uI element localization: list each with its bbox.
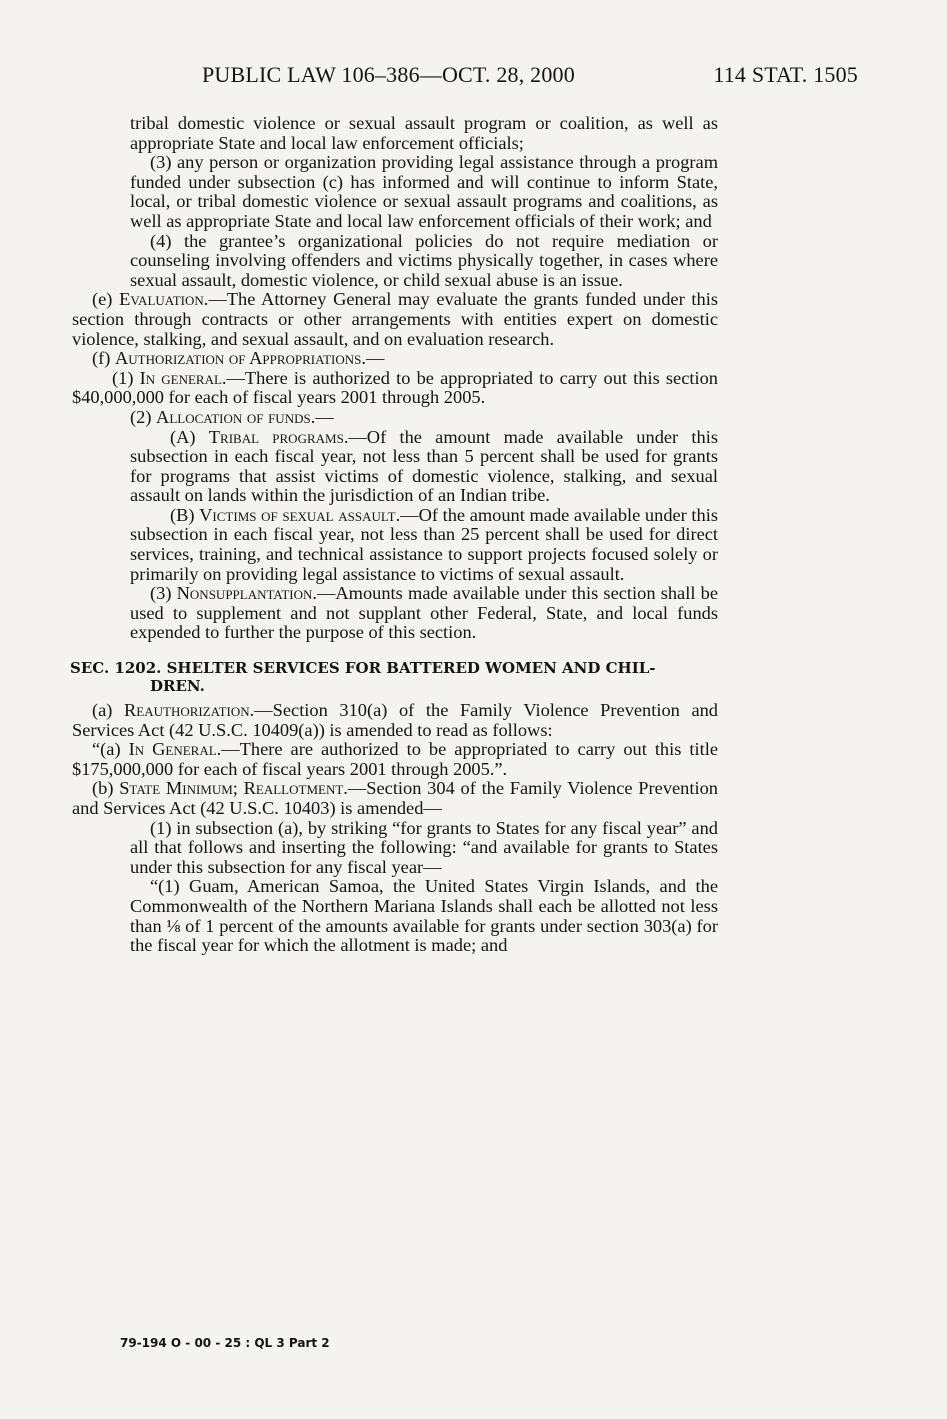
section-a-label: (a) [92, 700, 125, 721]
paragraph-d3: (3) any person or organization providing legal assistance through a program funded under subsection (c) has informed and will continue to inform State, local, or tribal domestic violence or sexual assault programs and coalitions, as well as appropriate State and local law enforcement officials of their work; and [130, 152, 718, 231]
paragraph-f3-text: .—Amounts made available under this section shall be used to supplement and not supplant other Federal, State, and local funds expended to further the purpose of this section. [130, 583, 718, 643]
paragraph-fB-heading: Victims of sexual assault [199, 504, 396, 525]
section-a-quote [72, 740, 718, 779]
paragraph-fA-label: (A) [170, 426, 209, 447]
subsection-f-text: .— [361, 348, 385, 369]
section-subsection-b [72, 779, 718, 818]
paragraph-fB-label: (B) [170, 504, 200, 525]
paragraph-f3 [130, 584, 718, 643]
page-title: PUBLIC LAW 106–386—OCT. 28, 2000 [202, 62, 575, 87]
paragraph-f3-heading: Nonsupplantation [176, 583, 313, 604]
paragraph-fB-text: .—Of the amount made available under this subsection in each fiscal year, not less than 25 percent shall be used for direct services, training, and technical assistance to support projects focused solely or primarily on providing legal assistance to victims of sexual assault. [130, 504, 718, 584]
section-a-quote-text: .—There are authorized to be appropriated to carry out this title $175,000,000 for each of fiscal years 2001 through 2005.”. [72, 739, 719, 779]
subsection-e-text: .—The Attorney General may evaluate the grants funded under this section through contracts or other arrangements with entities expert on domestic violence, stalking, and sexual assault, and on evaluation research. [72, 289, 718, 349]
subsection-f-label: (f) [92, 348, 115, 369]
section-a-quote-label: “(a) [92, 739, 129, 760]
subsection-f [72, 349, 718, 369]
paragraph-fA [90, 428, 718, 506]
section-b-label: (b) [92, 778, 120, 799]
subsection-e-label: (e) [92, 289, 120, 310]
paragraph-fA-text: .—Of the amount made available under this subsection in each fiscal year, not less than 5 percent shall be used for grants for programs that assist victims of domestic violence, stalking, and sexual assault on lands within the jurisdiction of an Indian tribe. [130, 426, 718, 506]
subsection-f-heading: Authorization of Appropriations [114, 348, 362, 369]
statute-page-number: 114 STAT. 1505 [713, 62, 858, 87]
subsection-e-heading: Evaluation [119, 289, 204, 310]
paragraph-f1-text: .—There is authorized to be appropriated to carry out this section $40,000,000 for each of fiscal years 2001 through 2005. [72, 367, 718, 408]
print-code-footer: 79-194 O - 00 - 25 : QL 3 Part 2 [120, 1336, 330, 1350]
section-heading-line2: DREN. [150, 677, 205, 696]
paragraph-f2-label: (2) [130, 406, 157, 427]
paragraph-fB [90, 506, 718, 584]
paragraph-f2 [130, 408, 718, 428]
paragraph-d4: (4) the grantee’s organizational policies do not require mediation or counseling involving offenders and victims physically together, in cases where sexual assault, domestic violence, or child sexual abuse is an issue. [130, 230, 718, 290]
section-heading-line1: SEC. 1202. SHELTER SERVICES FOR BATTERED WOMEN AND CHIL- [70, 659, 656, 678]
section-b-heading: State Minimum; Reallotment [119, 778, 344, 799]
subsection-e [72, 290, 718, 349]
paragraph-tribal: tribal domestic violence or sexual assault program or coalition, as well as appropriate State and local law enforcement officials; [130, 113, 718, 153]
paragraph-f2-text: .— [310, 406, 334, 427]
paragraph-f1-heading: In general [139, 367, 222, 388]
section-subsection-a [72, 701, 718, 740]
paragraph-f1-label: (1) [112, 367, 140, 388]
section-a-heading: Reauthorization [124, 700, 250, 721]
section-b-paragraph-1: (1) in subsection (a), by striking “for grants to States for any fiscal year” and all that follows and inserting the following: “and available for grants to States under this subsection for any fiscal year— [130, 817, 718, 877]
section-heading [70, 659, 758, 695]
section-a-quote-heading: In General [128, 739, 217, 760]
paragraph-f3-label: (3) [150, 583, 177, 604]
paragraph-f1 [72, 369, 718, 408]
section-a-text: .—Section 310(a) of the Family Violence Prevention and Services Act (42 U.S.C. 10409(a)) is amended to read as follows: [72, 700, 719, 740]
section-b-text: .—Section 304 of the Family Violence Prevention and Services Act (42 U.S.C. 10403) is amended— [72, 778, 718, 818]
document-body [70, 113, 719, 956]
paragraph-fA-heading: Tribal programs [208, 426, 344, 447]
section-b-quote-paragraph-1: “(1) Guam, American Samoa, the United States Virgin Islands, and the Commonwealth of the Northern Mariana Islands shall each be allotted not less than ⅛ of 1 percent of the amounts available for grants under section 303(a) for the fiscal year for which the allotment is made; and [130, 876, 718, 956]
paragraph-f2-heading: Allocation of funds [156, 406, 311, 427]
